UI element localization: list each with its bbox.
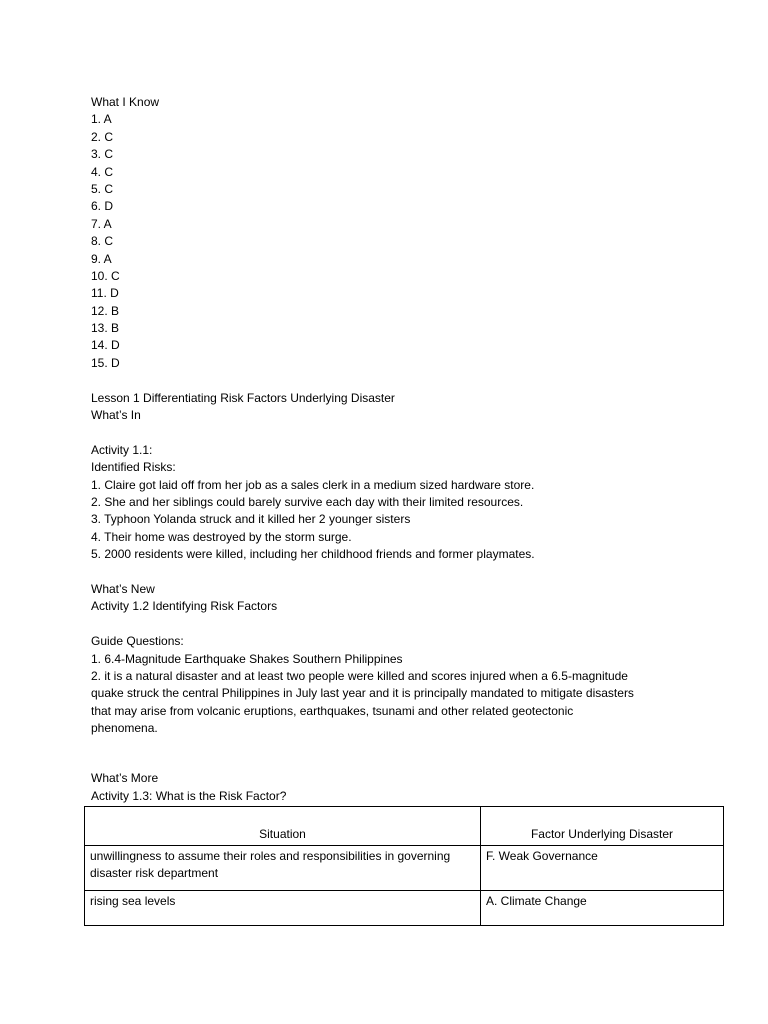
- answer-item: 15. D: [91, 355, 120, 370]
- guide-answer-2-line: 2. it is a natural disaster and at least two people were killed and scores injured when a 6.5-magnitude: [91, 668, 628, 683]
- risk-item: 4. Their home was destroyed by the storm surge.: [91, 529, 352, 544]
- answer-item: 14. D: [91, 338, 120, 353]
- whats-more-heading: What’s More: [91, 771, 159, 786]
- answer-item: 1. A: [91, 112, 112, 127]
- situation-cell: unwillingness to assume their roles and responsibilities in governing disaster risk department: [85, 846, 481, 891]
- column-header-situation: Situation: [85, 807, 481, 846]
- guide-answer-2-line: phenomena.: [91, 721, 158, 736]
- whats-in-heading: What’s In: [91, 408, 141, 423]
- blank-line: [91, 372, 731, 389]
- blank-line: [91, 616, 731, 633]
- guide-questions-heading: Guide Questions:: [91, 634, 184, 649]
- answer-item: 3. C: [91, 147, 114, 162]
- guide-answer-2-line: that may arise from volcanic eruptions, earthquakes, tsunami and other related geotectonic: [91, 703, 574, 718]
- factor-cell: F. Weak Governance: [481, 846, 724, 891]
- column-header-factor: Factor Underlying Disaster: [481, 807, 724, 846]
- activity-1-3-title: Activity 1.3: What is the Risk Factor?: [91, 788, 287, 803]
- identified-risks-heading: Identified Risks:: [91, 460, 176, 475]
- activity-1-2-title: Activity 1.2 Identifying Risk Factors: [91, 599, 278, 614]
- what-i-know-heading: What I Know: [91, 95, 160, 109]
- answer-item: 4. C: [91, 164, 114, 179]
- answer-item: 6. D: [91, 199, 114, 214]
- blank-line: [91, 737, 731, 770]
- risk-factor-table: [84, 806, 724, 926]
- answer-item: 10. C: [91, 268, 120, 283]
- answer-item: 8. C: [91, 234, 114, 249]
- guide-answer-1: 1. 6.4-Magnitude Earthquake Shakes Southern Philippines: [91, 651, 403, 666]
- risk-item: 1. Claire got laid off from her job as a sales clerk in a medium sized hardware store.: [91, 477, 535, 492]
- answer-item: 7. A: [91, 216, 112, 231]
- answer-item: 11. D: [91, 286, 119, 301]
- factor-cell: A. Climate Change: [481, 891, 724, 926]
- whats-new-heading: What’s New: [91, 581, 155, 596]
- answer-item: 12. B: [91, 303, 120, 318]
- table-row: [85, 846, 724, 891]
- answer-item: 2. C: [91, 129, 114, 144]
- guide-answer-2-line: quake struck the central Philippines in July last year and it is principally mandated to mitigate disasters: [91, 686, 634, 701]
- risk-item: 2. She and her siblings could barely survive each day with their limited resources.: [91, 494, 524, 509]
- situation-cell: rising sea levels: [85, 891, 481, 926]
- risk-item: 3. Typhoon Yolanda struck and it killed her 2 younger sisters: [91, 512, 411, 527]
- lesson-title: Lesson 1 Differentiating Risk Factors Underlying Disaster: [91, 390, 395, 405]
- document-body: [91, 94, 731, 805]
- answer-item: 5. C: [91, 181, 114, 196]
- risk-item: 5. 2000 residents were killed, including her childhood friends and former playmates.: [91, 547, 535, 562]
- answer-item: 13. B: [91, 321, 120, 336]
- activity-1-1-title: Activity 1.1:: [91, 442, 153, 457]
- blank-line: [91, 424, 731, 441]
- table-header-row: [85, 807, 724, 846]
- table-row: [85, 891, 724, 926]
- answer-item: 9. A: [91, 251, 112, 266]
- blank-line: [91, 564, 731, 581]
